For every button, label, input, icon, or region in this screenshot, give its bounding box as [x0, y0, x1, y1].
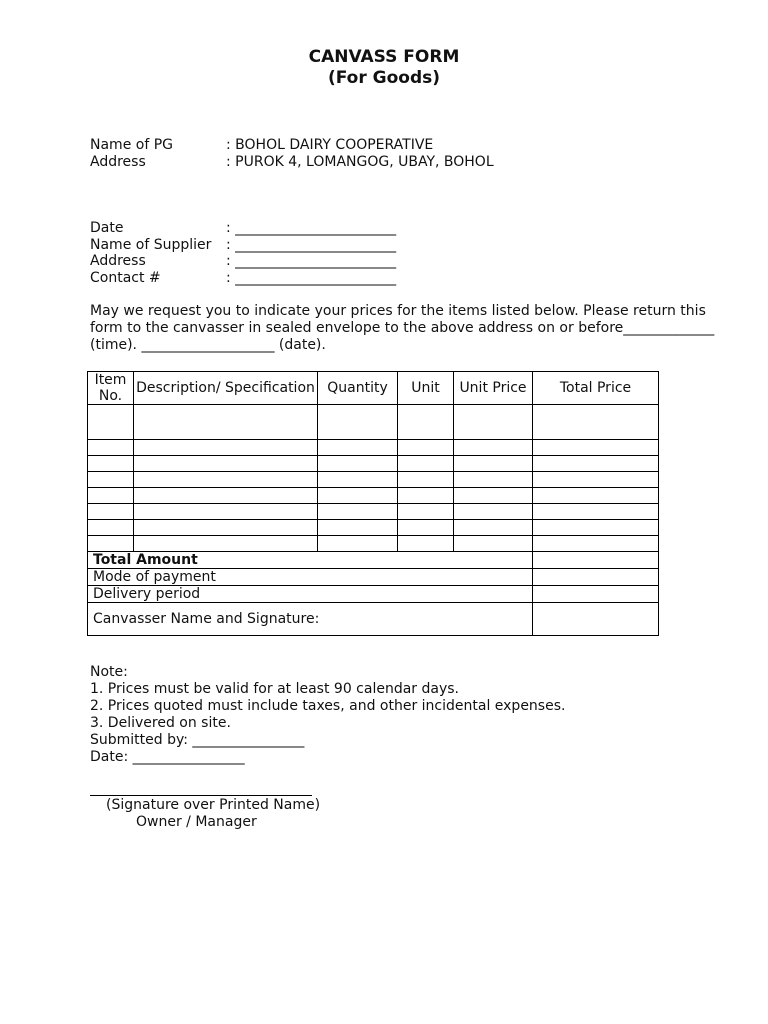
note-2: 2. Prices quoted must include taxes, and other incidental expenses.: [90, 698, 566, 714]
pg-address-value: : PUROK 4, LOMANGOG, UBAY, BOHOL: [226, 154, 494, 170]
total-amount-cell: [533, 552, 659, 569]
supplier-date-row: [90, 220, 396, 237]
date-label: Date: [90, 220, 124, 236]
supplier-address-field: : _______________________: [226, 253, 397, 269]
table-row: [88, 488, 659, 504]
request-line-3: (time). ___________________ (date).: [90, 337, 326, 353]
note-heading: Note:: [90, 664, 128, 680]
header-unit-price: Unit Price: [454, 372, 533, 405]
table-header-row: [88, 372, 659, 405]
contact-field: : _______________________: [226, 270, 397, 286]
items-table: [87, 371, 659, 636]
delivery-period-cell: [533, 586, 659, 603]
total-amount-row: [88, 552, 659, 569]
canvasser-row: [88, 603, 659, 636]
table-row: [88, 456, 659, 472]
submitted-date: Date: ________________: [90, 749, 245, 765]
canvasser-label: Canvasser Name and Signature:: [88, 603, 533, 636]
total-amount-label: Total Amount: [88, 552, 533, 569]
header-description: Description/ Specification: [134, 372, 318, 405]
notes-section: [90, 664, 730, 766]
delivery-period-label: Delivery period: [88, 586, 533, 603]
request-line-1: May we request you to indicate your prices for the items listed below. Please return this: [90, 303, 706, 319]
signature-role: Owner / Manager: [136, 814, 257, 830]
supplier-name-field: : _______________________: [226, 237, 397, 253]
mode-of-payment-label: Mode of payment: [88, 569, 533, 586]
supplier-contact-row: [90, 270, 396, 287]
request-line-2: form to the canvasser in sealed envelope to the above address on or before_____________: [90, 320, 715, 336]
pg-name-value: : BOHOL DAIRY COOPERATIVE: [226, 137, 434, 153]
note-1: 1. Prices must be valid for at least 90 calendar days.: [90, 681, 459, 697]
signature-line: [90, 795, 312, 796]
request-paragraph: [90, 303, 730, 354]
supplier-name-row: [90, 237, 396, 254]
signature-caption: (Signature over Printed Name): [106, 797, 321, 813]
table-row: [88, 536, 659, 552]
table-row: [88, 504, 659, 520]
date-field: : _______________________: [226, 220, 397, 236]
supplier-name-label: Name of Supplier: [90, 237, 212, 253]
table-row: [88, 472, 659, 488]
canvasser-cell: [533, 603, 659, 636]
mode-of-payment-cell: [533, 569, 659, 586]
header-item-no: Item No.: [88, 372, 134, 405]
form-title: CANVASS FORM: [308, 47, 460, 67]
submitted-by: Submitted by: ________________: [90, 732, 305, 748]
pg-name-row: [90, 137, 433, 154]
form-subtitle: (For Goods): [327, 68, 441, 88]
supplier-address-label: Address: [90, 253, 146, 269]
header-total-price: Total Price: [533, 372, 659, 405]
table-row: [88, 520, 659, 536]
header-quantity: Quantity: [318, 372, 398, 405]
table-row: [88, 440, 659, 456]
pg-address-label: Address: [90, 154, 146, 170]
note-3: 3. Delivered on site.: [90, 715, 231, 731]
delivery-period-row: [88, 586, 659, 603]
header-unit: Unit: [398, 372, 454, 405]
mode-of-payment-row: [88, 569, 659, 586]
pg-name-label: Name of PG: [90, 137, 173, 153]
table-row: [88, 405, 659, 440]
pg-address-row: [90, 154, 494, 171]
supplier-address-row: [90, 253, 396, 270]
contact-label: Contact #: [90, 270, 161, 286]
